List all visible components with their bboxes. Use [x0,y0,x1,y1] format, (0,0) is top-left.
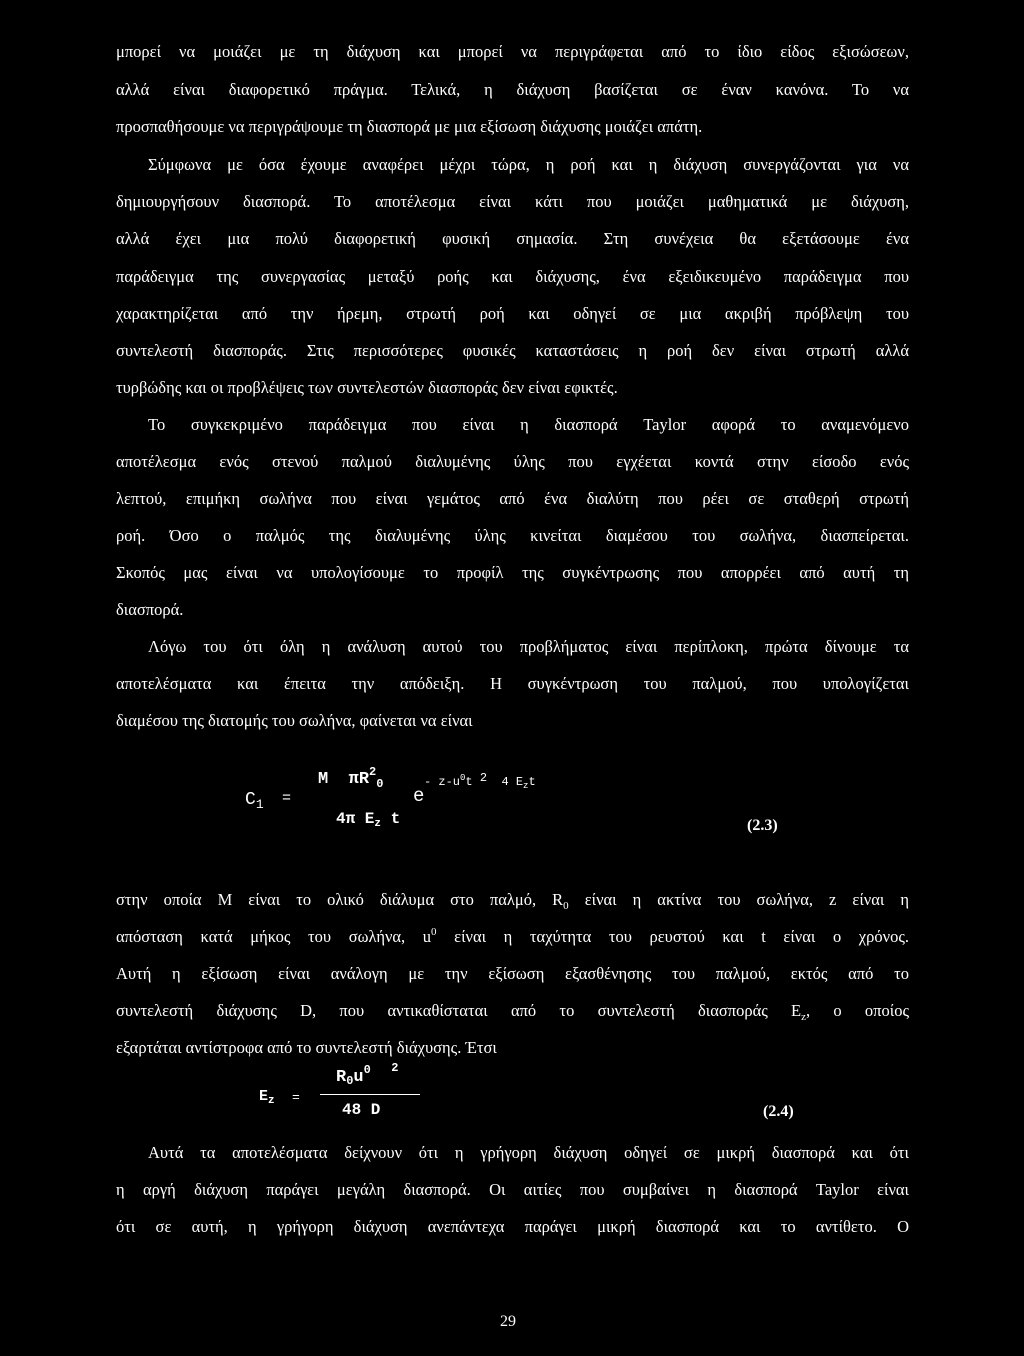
text-line: χαρακτηρίζεται από την ήρεμη, στρωτή ροή και οδηγεί σε μια ακριβή πρόβλεψη του [116,304,909,323]
text-line: διασπορά. [116,600,184,619]
text-line: διαμέσου της διατομής του σωλήνα, φαίνεται να είναι [116,711,473,730]
eq-exp-base: e [413,785,425,807]
text-line: λεπτού, επιμήκη σωλήνα που είναι γεμάτος από ένα διαλύτη που ρέει σε σταθερή στρωτή [116,489,909,508]
text-line: αποτελέσματα και έπειτα την απόδειξη. Η συγκέντρωση του παλμού, που υπολογίζεται [116,674,909,693]
eq-equals: = [292,1090,300,1105]
text-line: αποτέλεσμα ενός στενού παλμού διαλυμένης ύλης που εγχέεται κοντά στην είσοδο ενός [116,452,909,471]
text-line: παράδειγμα της συνεργασίας μεταξύ ροής και διάχυσης, ένα εξειδικευμένο παράδειγμα που [116,267,909,286]
page-number: 29 [500,1313,516,1330]
text-line: Το συγκεκριμένο παράδειγμα που είναι η διασπορά Taylor αφορά το αναμενόμενο [148,415,909,434]
eq-label: (2.3) [747,817,778,834]
text-line: μπορεί να μοιάζει με τη διάχυση και μπορεί να περιγράφεται από το ίδιο είδος εξισώσεων, [116,42,909,61]
text-line: ότι σε αυτή, η γρήγορη διάχυση ανεπάντεχα παράγει μικρή διασπορά και το αντίθετο. Ο [116,1217,909,1236]
text-line: Λόγω του ότι όλη η ανάλυση αυτού του προβλήματος είναι περίπλοκη, πρώτα δίνουμε τα [148,637,909,656]
text-line: Αυτά τα αποτελέσματα δείχνουν ότι η γρήγορη διάχυση οδηγεί σε μικρή διασπορά και ότι [148,1143,909,1162]
eq-equals: = [282,790,292,807]
text-line: συντελεστή διάχυσης D, που αντικαθίσταται από το συντελεστή διασποράς $E_z$, ο οποίος [116,1001,909,1023]
text-line: αλλά έχει μια πολύ διαφορετική φυσική σημασία. Στη συνέχεια θα εξετάσουμε ένα [116,229,909,248]
text-line: εξαρτάται αντίστροφα από το συντελεστή διάχυσης. Έτσι [116,1038,497,1057]
text-line: ροή. Όσο ο παλμός της διαλυμένης ύλης κινείται διαμέσου του σωλήνα, διασπείρεται. [116,526,909,545]
eq-denominator: 4π Ez t [336,810,401,830]
text-line: προσπαθήσουμε να περιγράψουμε τη διασπορά με μια εξίσωση διάχυσης μοιάζει απάτη. [116,117,703,136]
eq-denominator: 48 D [342,1101,381,1119]
fraction-bar [320,1094,420,1095]
eq-lhs: $C_1$ [245,790,264,812]
text-line: συντελεστή διασποράς. Στις περισσότερες φυσικές καταστάσεις η ροή δεν είναι στρωτή αλλά [116,341,909,360]
eq-exponent: - $z-u^0t$ 2 4 $E_zt$ [424,771,536,791]
eq-lhs: $E_z$ [259,1088,275,1107]
eq-label: (2.4) [763,1103,794,1120]
text-line: η αργή διάχυση παράγει μεγάλη διασπορά. Οι αιτίες που συμβαίνει η διασπορά Taylor είναι [116,1180,909,1199]
eq-numerator: M $\pi R^2_0$ [318,765,384,791]
text-line: στην οποία Μ είναι το ολικό διάλυμα στο παλμό, $R_0$ είναι η ακτίνα του σωλήνα, z είναι η [116,890,909,912]
text-line: τυρβώδης και οι προβλέψεις των συντελεστών διασποράς δεν είναι εφικτές. [116,378,618,397]
text-line: δημιουργήσουν διασπορά. Το αποτέλεσμα είναι κάτι που μοιάζει μαθηματικά με διάχυση, [116,192,909,211]
text-line: Σύμφωνα με όσα έχουμε αναφέρει μέχρι τώρα, η ροή και η διάχυση συνεργάζονται για να [148,155,909,174]
text-line: απόσταση κατά μήκος του σωλήνα, $u^0$ είναι η ταχύτητα του ρευστού και t είναι ο χρόνος. [116,926,909,946]
text-line: αλλά είναι διαφορετικό πράγμα. Τελικά, η διάχυση βασίζεται σε έναν κανόνα. Το να [116,80,909,99]
text-line: Αυτή η εξίσωση είναι ανάλογη με την εξίσωση εξασθένησης του παλμού, εκτός από το [116,964,909,983]
text-line: Σκοπός μας είναι να υπολογίσουμε το προφίλ της συγκέντρωσης που απορρέει από αυτή τη [116,563,909,582]
eq-numerator: $R0u^0$ $^2$ [336,1061,399,1088]
